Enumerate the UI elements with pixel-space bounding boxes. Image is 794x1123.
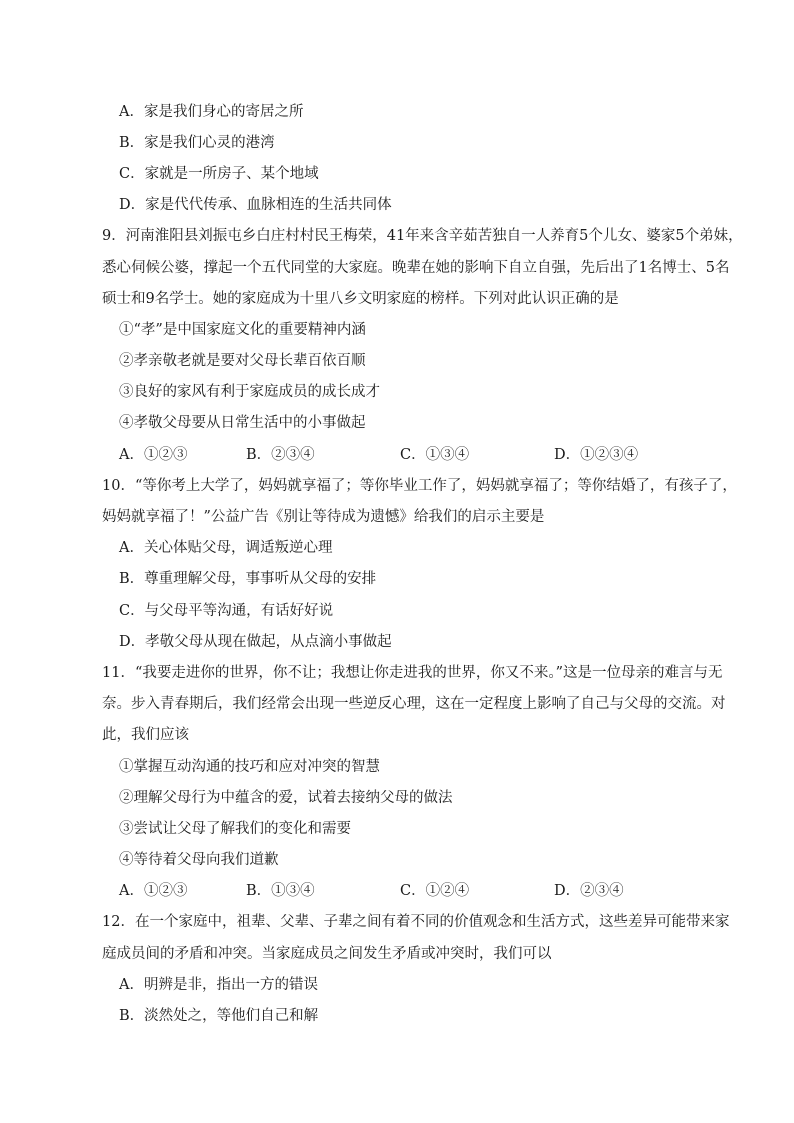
q9-item-4: ④孝敬父母要从日常生活中的小事做起 (119, 415, 366, 431)
q8-option-d: D．家是代代传承、血脉相连的生活共同体 (119, 197, 392, 213)
q9-choice-b: B．②③④ (246, 447, 315, 463)
q11-item-2: ②理解父母行为中蕴含的爱，试着去接纳父母的做法 (119, 790, 453, 806)
q9-stem-line-1: 9．河南淮阳县刘振屯乡白庄村村民王梅荣，41年来含辛茹苦独自一人养育5个儿女、婆家5个弟妹， (102, 228, 743, 244)
q8-option-c: C．家就是一所房子、某个地域 (119, 166, 319, 182)
q11-stem-line-2: 奈。步入青春期后，我们经常会出现一些逆反心理，这在一定程度上影响了自己与父母的交流。对 (102, 696, 726, 712)
q11-stem-line-3: 此，我们应该 (102, 727, 189, 743)
q10-option-b: B．尊重理解父母，事事听从父母的安排 (119, 571, 377, 587)
q12-stem-line-2: 庭成员间的矛盾和冲突。当家庭成员之间发生矛盾或冲突时，我们可以 (102, 946, 552, 962)
q11-item-1: ①掌握互动沟通的技巧和应对冲突的智慧 (119, 759, 380, 775)
q12-option-a: A．明辨是非，指出一方的错误 (119, 977, 318, 993)
q9-stem-line-3: 硕士和9名学士。她的家庭成为十里八乡文明家庭的榜样。下列对此认识正确的是 (102, 291, 619, 307)
q8-option-b: B．家是我们心灵的港湾 (119, 135, 275, 151)
q10-option-a: A．关心体贴父母，调适叛逆心理 (119, 540, 333, 556)
q9-choice-a: A．①②③ (119, 447, 188, 463)
q11-item-4: ④等待着父母向我们道歉 (119, 852, 279, 868)
q9-stem-line-2: 悉心伺候公婆，撑起一个五代同堂的大家庭。晚辈在她的影响下自立自强，先后出了1名博士、5名 (102, 260, 730, 276)
q9-choice-c: C．①③④ (400, 447, 470, 463)
q11-choice-b: B．①③④ (246, 883, 315, 899)
q11-choice-d: D．②③④ (554, 883, 624, 899)
q9-choice-d: D．①②③④ (554, 447, 639, 463)
q10-stem-line-1: 10．“等你考上大学了，妈妈就享福了；等你毕业工作了，妈妈就享福了；等你结婚了，有孩子了， (102, 478, 737, 494)
q11-choice-a: A．①②③ (119, 883, 188, 899)
q9-item-2: ②孝亲敬老就是要对父母长辈百依百顺 (119, 353, 366, 369)
q9-item-3: ③良好的家风有利于家庭成员的成长成才 (119, 384, 380, 400)
q11-choice-c: C．①②④ (400, 883, 470, 899)
q11-item-3: ③尝试让父母了解我们的变化和需要 (119, 821, 351, 837)
q11-stem-line-1: 11．“我要走进你的世界，你不让；我想让你走进我的世界，你又不来。”这是一位母亲的难言与无 (102, 665, 723, 681)
q8-option-a: A．家是我们身心的寄居之所 (119, 104, 304, 120)
q12-stem-line-1: 12．在一个家庭中，祖辈、父辈、子辈之间有着不同的价值观念和生活方式，这些差异可能带来家 (102, 914, 730, 930)
q10-option-d: D．孝敬父母从现在做起，从点滴小事做起 (119, 634, 392, 650)
q9-item-1: ①“孝”是中国家庭文化的重要精神内涵 (119, 322, 366, 338)
q10-stem-line-2: 妈妈就享福了！”公益广告《别让等待成为遗憾》给我们的启示主要是 (102, 509, 545, 525)
q10-option-c: C．与父母平等沟通，有话好好说 (119, 603, 334, 619)
q12-option-b: B．淡然处之，等他们自己和解 (119, 1008, 319, 1024)
